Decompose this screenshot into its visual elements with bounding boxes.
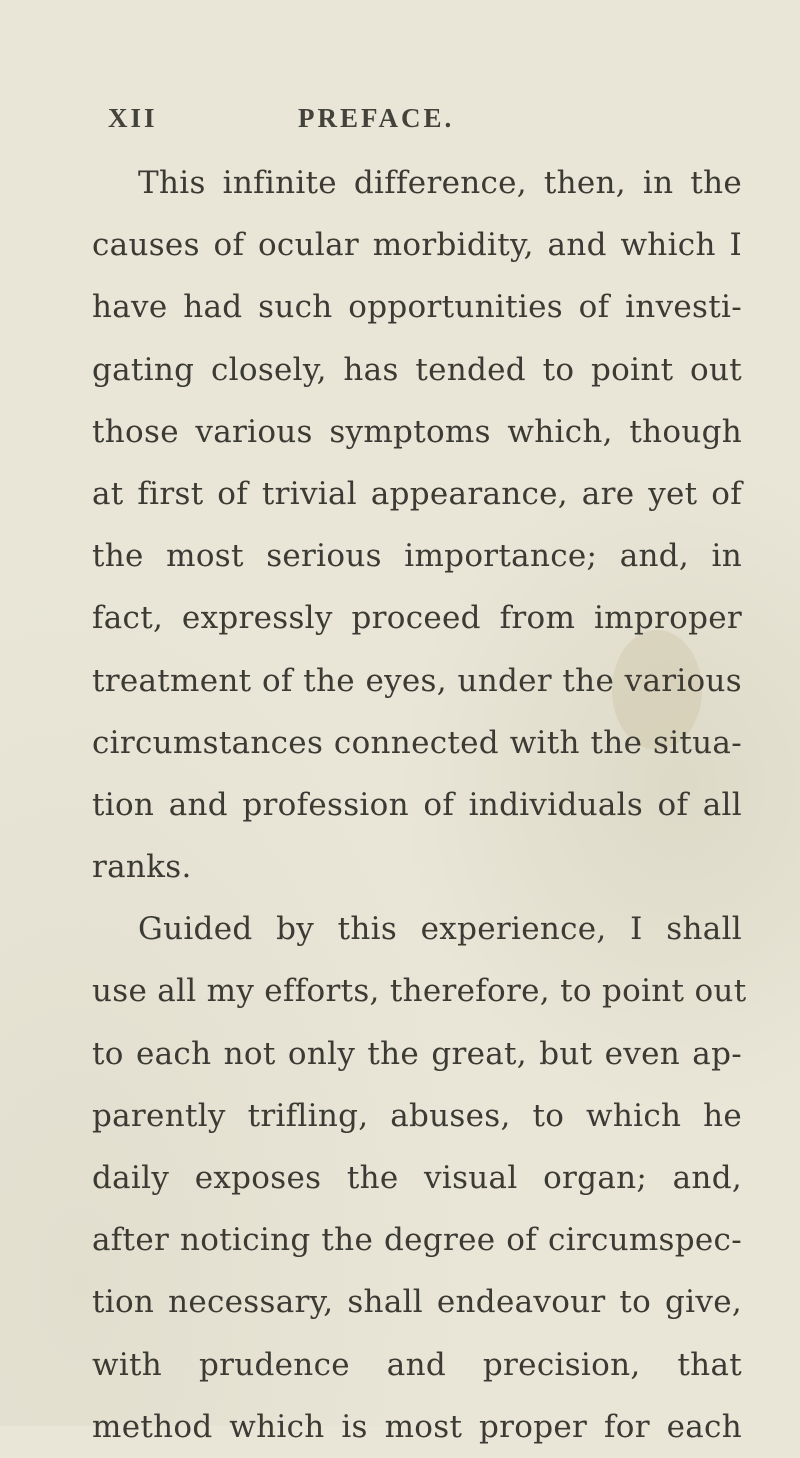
text-line: have had such opportunities of investi-: [92, 289, 742, 326]
text-line: Guided by this experience, I shall: [138, 911, 742, 948]
text-line: with prudence and precision, that: [92, 1346, 742, 1383]
text-line: at first of trivial appearance, are yet of: [92, 475, 742, 512]
text-line: method which is most proper for each: [92, 1408, 742, 1445]
page-number: XII: [108, 103, 158, 133]
running-head-title: PREFACE.: [298, 103, 455, 133]
text-line: the most serious importance; and, in: [92, 538, 742, 575]
running-head: [108, 103, 708, 143]
text-line: fact, expressly proceed from improper: [92, 600, 742, 637]
text-line: treatment of the eyes, under the various: [92, 662, 742, 699]
text-line: tion necessary, shall endeavour to give,: [92, 1284, 742, 1321]
text-line: causes of ocular morbidity, and which I: [92, 227, 742, 264]
text-line: after noticing the degree of circumspec-: [92, 1222, 742, 1259]
text-line: circumstances connected with the situa-: [92, 724, 742, 761]
text-line: ranks.: [92, 849, 192, 886]
text-line: to each not only the great, but even ap-: [92, 1035, 742, 1072]
text-line: parently trifling, abuses, to which he: [92, 1097, 742, 1134]
text-line: This infinite difference, then, in the: [138, 165, 742, 201]
text-line: tion and profession of individuals of all: [92, 786, 742, 823]
text-line: gating closely, has tended to point out: [92, 351, 742, 388]
body-text: [92, 152, 747, 1458]
text-line: use all my efforts, therefore, to point out: [92, 973, 747, 1010]
text-line: those various symptoms which, though: [92, 413, 742, 450]
text-line: daily exposes the visual organ; and,: [92, 1160, 742, 1196]
